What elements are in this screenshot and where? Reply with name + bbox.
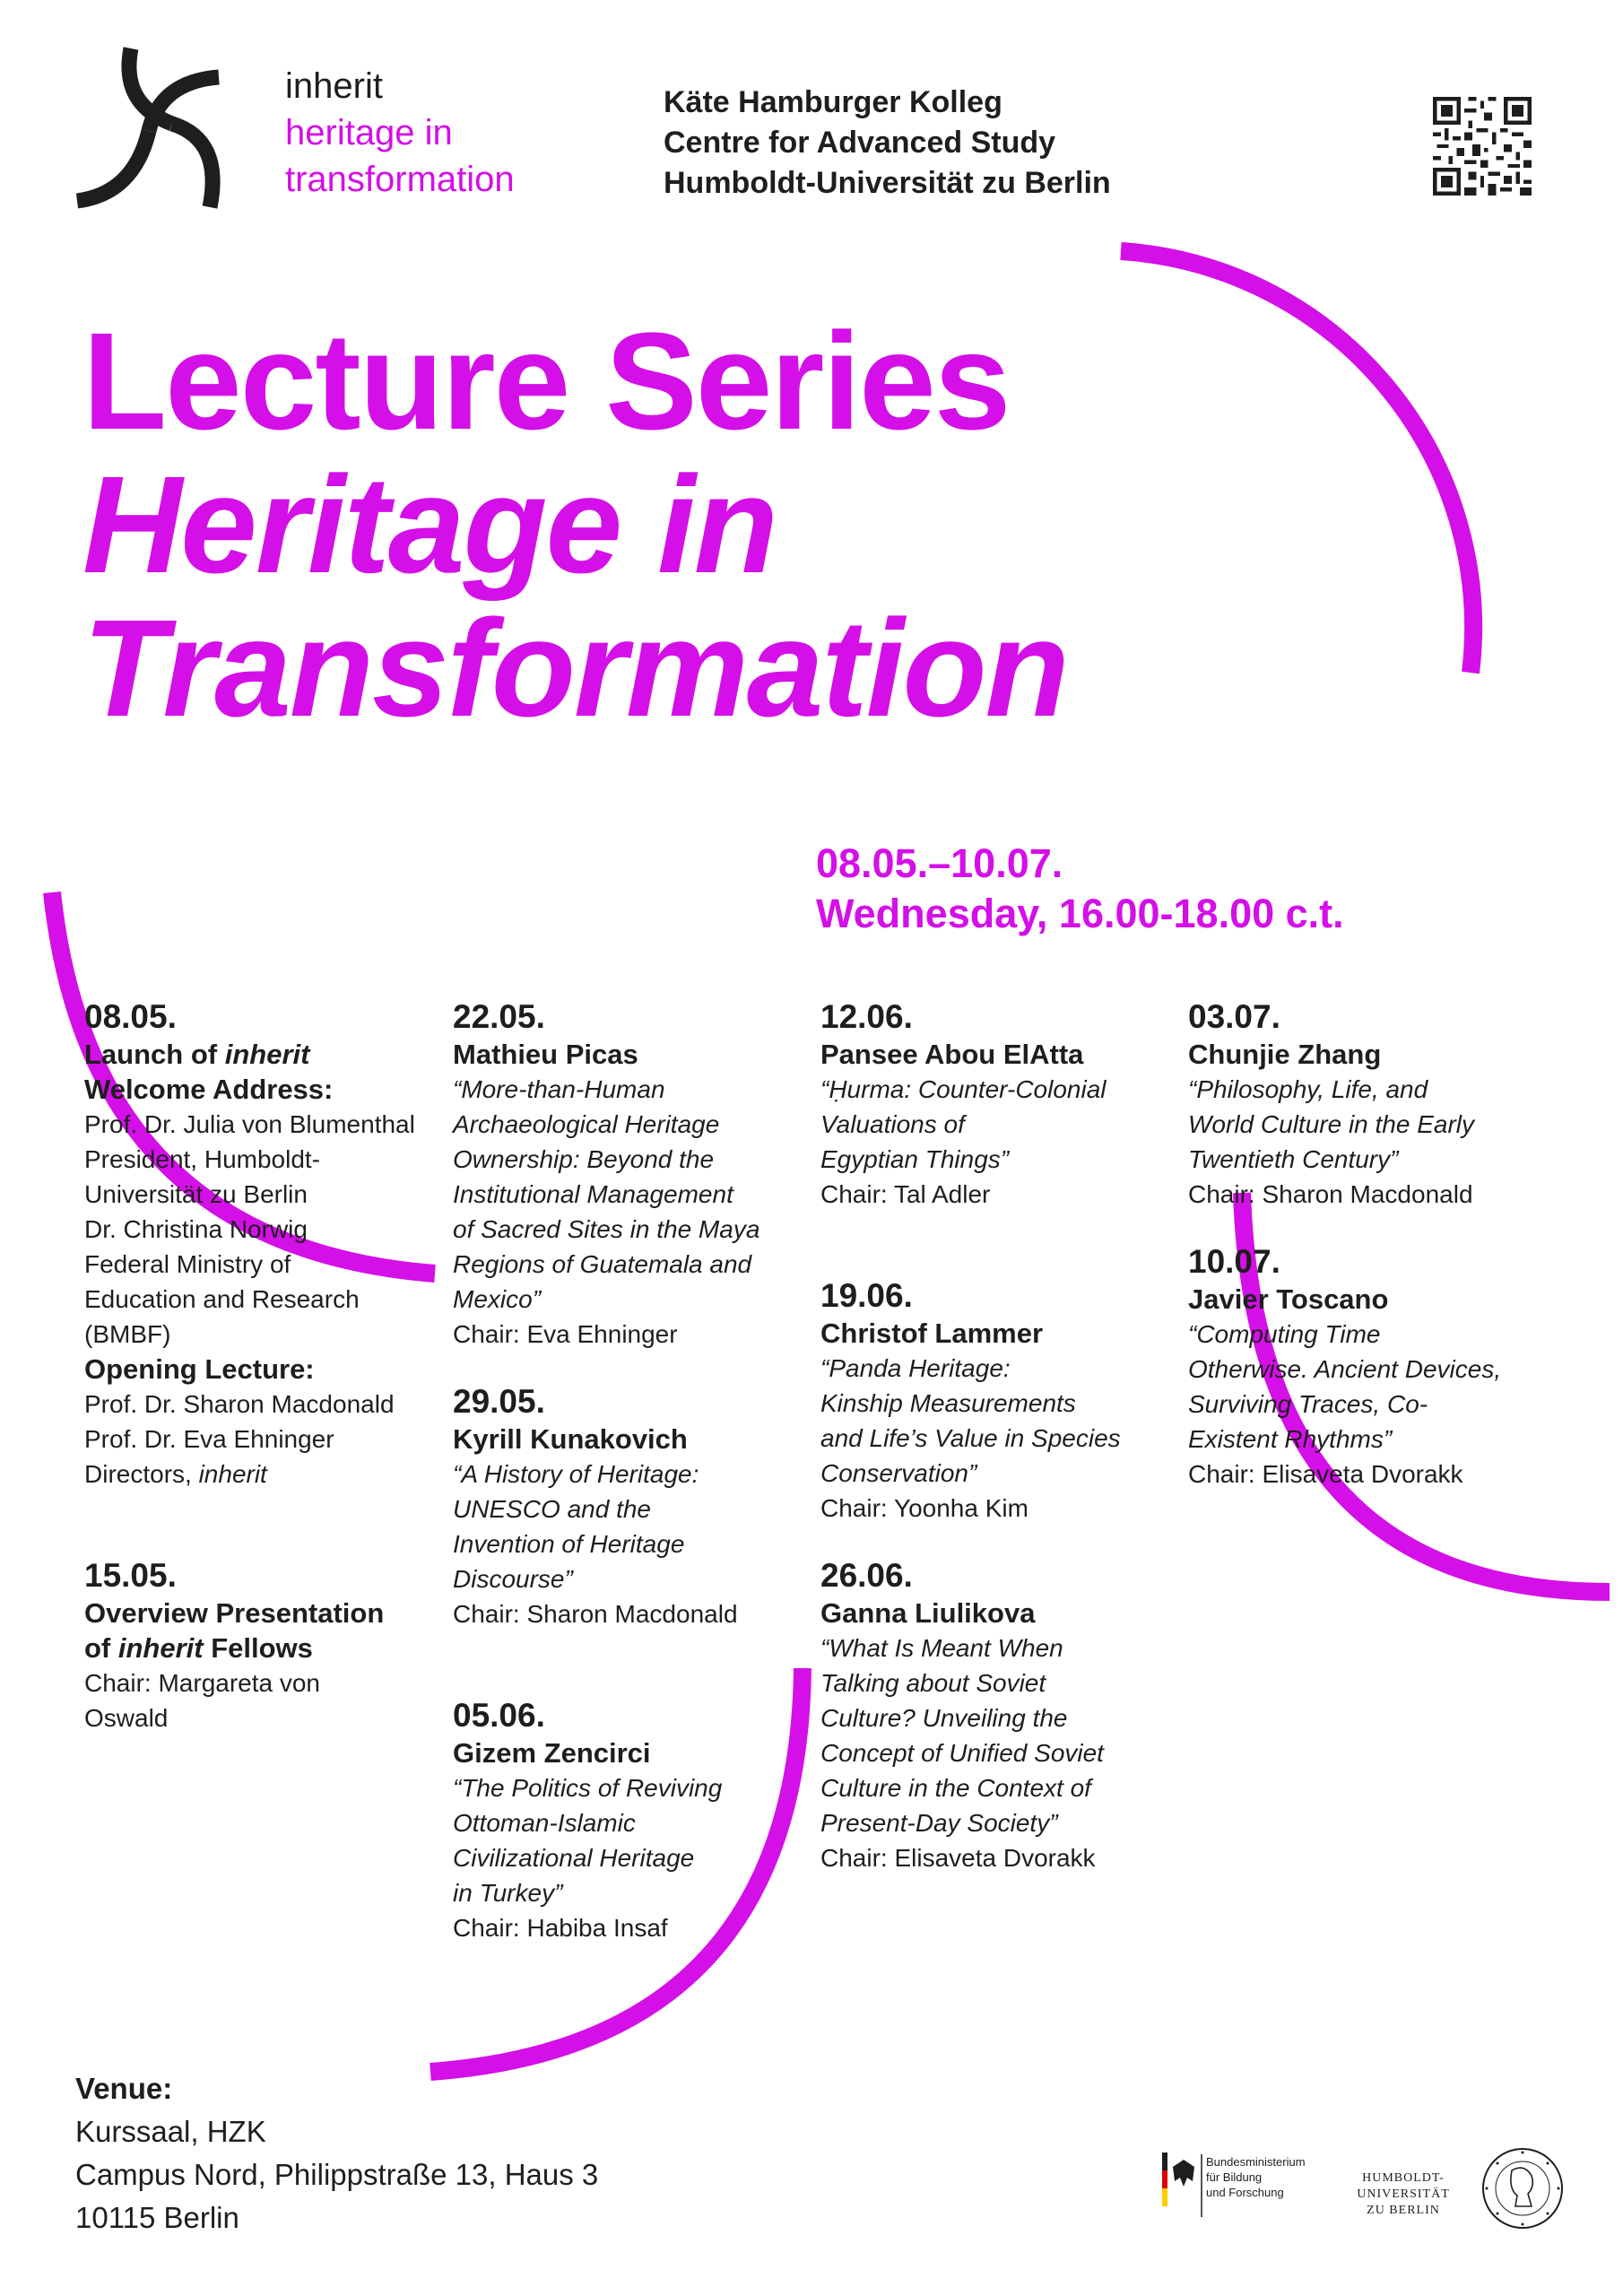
logo-tagline-2: transformation — [285, 160, 515, 199]
event-title-line: Mexico” — [453, 1285, 542, 1313]
event-speaker: Gizem Zencirci — [453, 1737, 651, 1769]
event-0506 — [453, 1696, 812, 1945]
venue-line: 10115 Berlin — [75, 2201, 239, 2234]
title-line-1: Lecture Series — [82, 304, 1010, 458]
event-chair: Chair: Sharon Macdonald — [453, 1600, 738, 1628]
event-line — [84, 1457, 443, 1492]
institution-line: Käte Hamburger Kolleg — [664, 85, 1002, 119]
event-2606 — [820, 1556, 1179, 1875]
venue-line: Campus Nord, Philippstraße 13, Haus 3 — [75, 2158, 599, 2191]
event-chair: Chair: Elisaveta Dvorakk — [820, 1844, 1096, 1872]
institution-line: Humboldt-Universität zu Berlin — [664, 166, 1111, 200]
event-title-line: Civilizational Heritage — [453, 1844, 695, 1872]
event-line-text: Directors, — [84, 1460, 199, 1488]
event-title-line: in Turkey” — [453, 1879, 563, 1907]
event-2905 — [453, 1382, 812, 1631]
bmbf-line: und Forschung — [1206, 2186, 1284, 2199]
event-line: Prof. Dr. Eva Ehninger — [84, 1425, 334, 1453]
event-1906 — [820, 1276, 1179, 1526]
event-date: 08.05. — [84, 998, 177, 1035]
event-line: Universität zu Berlin — [84, 1180, 308, 1208]
event-line: Dr. Christina Norwig — [84, 1215, 308, 1243]
event-title-line: Culture in the Context of — [820, 1774, 1091, 1802]
event-title-line: “Panda Heritage: — [820, 1354, 1011, 1382]
event-title-line: “More-than-Human — [453, 1075, 665, 1103]
event-2205 — [453, 997, 812, 1352]
event-line: (BMBF) — [84, 1320, 171, 1348]
event-heading-emphasis: inherit — [224, 1039, 310, 1070]
logo-tagline-1: heritage in — [285, 113, 453, 152]
event-title-line: of Sacred Sites in the Maya — [453, 1215, 760, 1243]
event-speaker: Mathieu Picas — [453, 1039, 638, 1070]
hu-line: HUMBOLDT- — [1362, 2171, 1445, 2185]
institution-block — [664, 83, 1111, 204]
event-line: President, Humboldt- — [84, 1145, 321, 1173]
event-heading-text: Fellows — [203, 1632, 313, 1664]
event-date: 10.07. — [1188, 1243, 1280, 1280]
event-title-line: Institutional Management — [453, 1180, 733, 1208]
event-chair: Chair: Margareta von — [84, 1669, 321, 1697]
hu-line: UNIVERSITÄT — [1357, 2187, 1450, 2201]
schedule-period: 08.05.–10.07. — [816, 840, 1063, 886]
event-line-emphasis: inherit — [198, 1460, 267, 1488]
event-speaker: Kyrill Kunakovich — [453, 1423, 688, 1455]
event-title-line: Ottoman-Islamic — [453, 1809, 636, 1837]
event-speaker: Ganna Liulikova — [820, 1597, 1036, 1629]
event-chair: Oswald — [84, 1704, 169, 1732]
title-line-2: Heritage in — [82, 448, 777, 602]
event-title-line: “Philosophy, Life, and — [1188, 1075, 1428, 1103]
event-date: 15.05. — [84, 1557, 177, 1594]
poster-title — [82, 304, 1068, 745]
event-title-line: UNESCO and the — [453, 1495, 651, 1523]
event-title-line: “Ḥurma: Counter-Colonial — [820, 1075, 1107, 1103]
event-title-line: Discourse” — [453, 1565, 573, 1593]
event-title-line: Surviving Traces, Co- — [1188, 1390, 1428, 1418]
event-heading — [84, 1037, 443, 1072]
schedule-time: Wednesday, 16.00-18.00 c.t. — [816, 891, 1344, 936]
event-1206 — [820, 997, 1179, 1212]
event-0307 — [1188, 997, 1547, 1212]
event-subheading: Welcome Address: — [84, 1074, 334, 1105]
arc-top-right — [1121, 251, 1473, 673]
bmbf-line: Bundesministerium — [1206, 2155, 1306, 2169]
schedule-block — [816, 839, 1344, 939]
event-chair: Chair: Sharon Macdonald — [1188, 1180, 1473, 1208]
event-heading-text: Launch of — [84, 1039, 225, 1070]
humboldt-logo-text — [1354, 2170, 1453, 2219]
event-title-line: Regions of Guatemala and — [453, 1250, 752, 1278]
event-title-line: Culture? Unveiling the — [820, 1704, 1068, 1732]
event-line: Prof. Dr. Sharon Macdonald — [84, 1390, 395, 1418]
event-title-line: World Culture in the Early — [1188, 1110, 1475, 1138]
title-line-3: Transformation — [82, 591, 1068, 745]
event-title-line: “A History of Heritage: — [453, 1460, 699, 1488]
institution-line: Centre for Advanced Study — [664, 126, 1056, 160]
qr-code-icon[interactable] — [1433, 97, 1532, 196]
event-title-line: Otherwise. Ancient Devices, — [1188, 1355, 1502, 1383]
inherit-logo-icon — [75, 41, 228, 212]
event-chair: Chair: Habiba Insaf — [453, 1914, 668, 1942]
logo-wordmark — [285, 63, 515, 203]
event-line: Prof. Dr. Julia von Blumenthal — [84, 1110, 415, 1138]
event-1505 — [84, 1556, 443, 1735]
event-date: 19.06. — [820, 1277, 913, 1314]
event-subheading: Opening Lecture: — [84, 1353, 315, 1385]
venue-heading: Venue: — [75, 2072, 173, 2105]
event-title-line: Concept of Unified Soviet — [820, 1739, 1104, 1767]
event-title-line: Present-Day Society” — [820, 1809, 1058, 1837]
event-1007 — [1188, 1242, 1547, 1492]
event-title-line: Valuations of — [820, 1110, 965, 1138]
event-date: 03.07. — [1188, 998, 1280, 1035]
event-title-line: Kinship Measurements — [820, 1389, 1076, 1417]
event-title-line: Existent Rhythms” — [1188, 1425, 1393, 1453]
hu-line: ZU BERLIN — [1367, 2204, 1440, 2217]
logo-word: inherit — [285, 66, 383, 106]
event-speaker: Javier Toscano — [1188, 1283, 1389, 1315]
event-heading: Overview Presentation — [84, 1597, 385, 1629]
event-title-line: Archaeological Heritage — [453, 1110, 720, 1138]
event-title-line: Egyptian Things” — [820, 1145, 1010, 1173]
event-title-line: Ownership: Beyond the — [453, 1145, 715, 1173]
event-title-line: “What Is Meant When — [820, 1634, 1063, 1662]
event-speaker: Pansee Abou ElAtta — [820, 1039, 1084, 1070]
event-date: 22.05. — [453, 998, 545, 1035]
event-0805 — [84, 997, 443, 1492]
event-line: Federal Ministry of — [84, 1250, 291, 1278]
bmbf-logo-text — [1206, 2154, 1306, 2200]
bmbf-line: für Bildung — [1206, 2170, 1263, 2184]
program-column-1 — [84, 997, 443, 1766]
program-column-3 — [820, 997, 1179, 1906]
event-title-line: Talking about Soviet — [820, 1669, 1046, 1697]
event-title-line: Twentieth Century” — [1188, 1145, 1399, 1173]
event-heading-emphasis: inherit — [117, 1632, 204, 1664]
event-heading-text: of — [84, 1632, 118, 1664]
venue-block — [75, 2067, 598, 2239]
event-line: Education and Research — [84, 1285, 360, 1313]
event-chair: Chair: Tal Adler — [820, 1180, 991, 1208]
event-title-line: Conservation” — [820, 1459, 977, 1487]
program-column-4 — [1188, 997, 1547, 1522]
event-date: 12.06. — [820, 998, 913, 1035]
event-chair: Chair: Yoonha Kim — [820, 1494, 1028, 1522]
event-title-line: “The Politics of Reviving — [453, 1774, 723, 1802]
event-speaker: Christof Lammer — [820, 1318, 1044, 1349]
event-chair: Chair: Eva Ehninger — [453, 1320, 678, 1348]
program-column-2 — [453, 997, 812, 1976]
event-date: 26.06. — [820, 1557, 913, 1594]
event-chair: Chair: Elisaveta Dvorakk — [1188, 1460, 1463, 1488]
event-heading — [84, 1631, 443, 1665]
venue-line: Kurssaal, HZK — [75, 2115, 266, 2148]
event-title-line: and Life’s Value in Species — [820, 1424, 1121, 1452]
event-title-line: Invention of Heritage — [453, 1530, 685, 1558]
event-speaker: Chunjie Zhang — [1188, 1039, 1382, 1070]
event-date: 29.05. — [453, 1383, 545, 1420]
event-date: 05.06. — [453, 1697, 545, 1734]
event-title-line: “Computing Time — [1188, 1320, 1381, 1348]
